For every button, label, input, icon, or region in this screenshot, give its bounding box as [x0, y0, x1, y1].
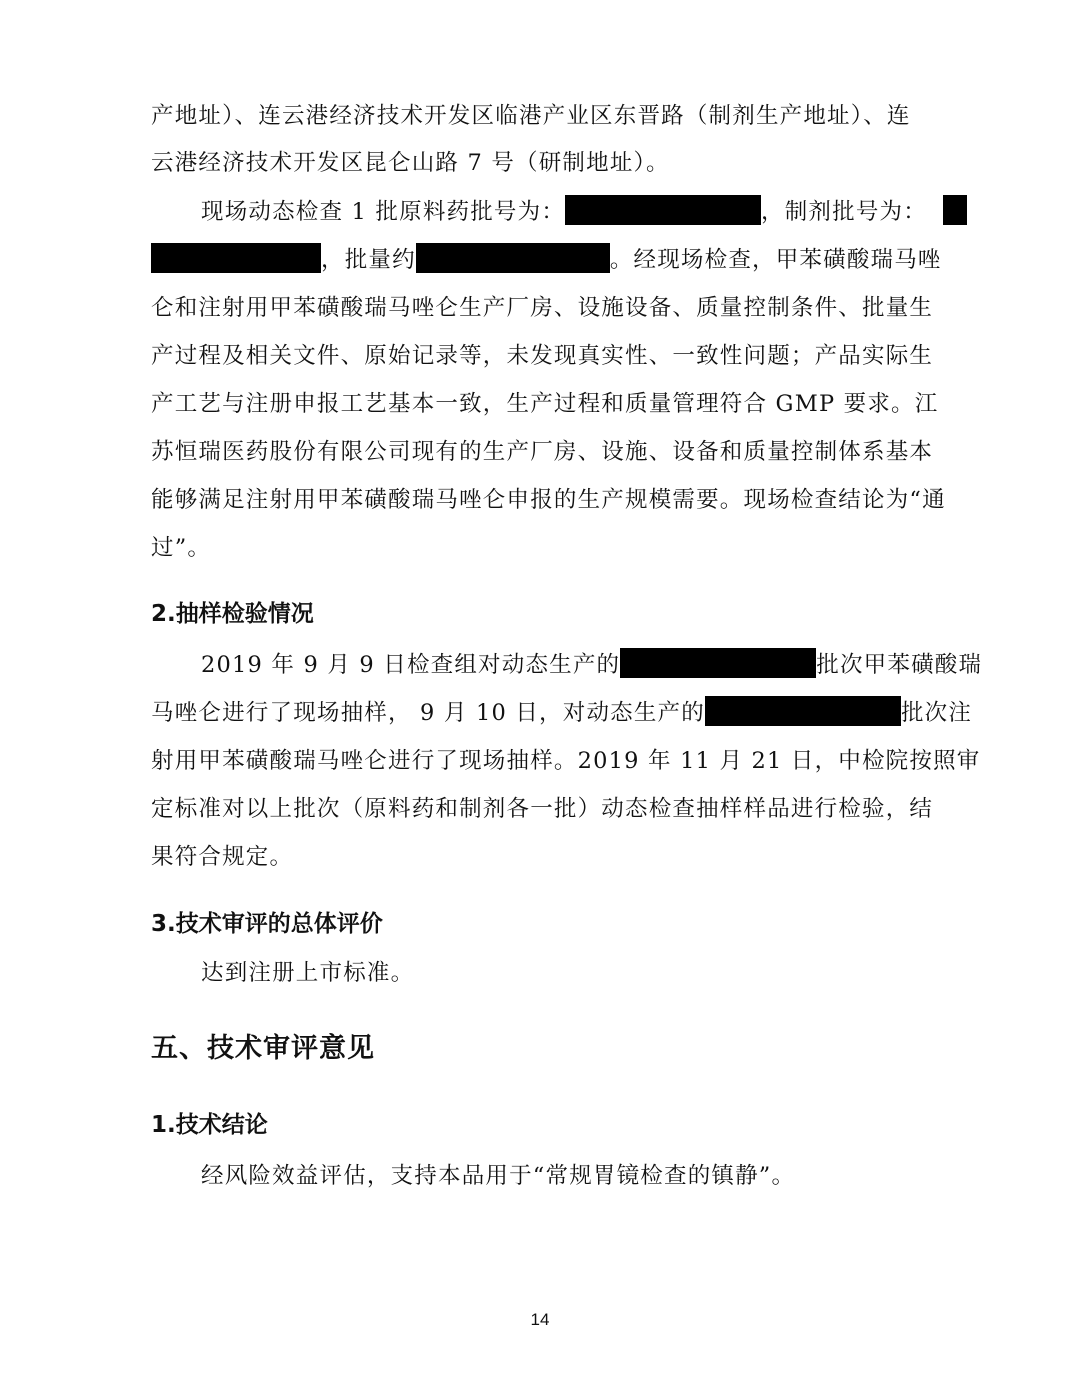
redaction-block: [620, 648, 816, 678]
text-span: 。经现场检查，甲苯磺酸瑞马唑: [609, 247, 942, 273]
body-text-line: 苏恒瑞医药股份有限公司现有的生产厂房、设施、设备和质量控制体系基本: [151, 439, 934, 465]
body-text-line: [201, 192, 967, 232]
redaction-block: [705, 696, 901, 726]
redaction-block: [565, 195, 761, 225]
text-span: ，制剂批号为：: [761, 199, 927, 225]
body-text-line: 达到注册上市标准。: [201, 960, 415, 986]
subsection-heading: 3.技术审评的总体评价: [151, 911, 383, 937]
redaction-block: [943, 195, 967, 225]
text-span: 现场动态检查 1 批原料药批号为：: [201, 199, 566, 225]
body-text-line: 产工艺与注册申报工艺基本一致，生产过程和质量管理符合 GMP 要求。江: [151, 391, 939, 417]
subsection-heading: 2.抽样检验情况: [151, 601, 314, 627]
body-text-line: 经风险效益评估，支持本品用于“常规胃镜检查的镇静”。: [201, 1163, 796, 1189]
subsection-heading: 1.技术结论: [151, 1112, 268, 1138]
redaction-block: [151, 243, 321, 273]
page-number: 14: [530, 1310, 550, 1329]
text-span: 批次注: [900, 700, 973, 726]
redaction-block: [416, 243, 610, 273]
text-span: ，批量约: [321, 247, 416, 273]
body-text-line: [151, 693, 972, 733]
body-text-line: [151, 240, 942, 280]
section-heading: 五、技术审评意见: [151, 1033, 375, 1064]
body-text-line: 射用甲苯磺酸瑞马唑仑进行了现场抽样。2019 年 11 月 21 日，中检院按照审: [151, 748, 981, 774]
text-span: 批次甲苯磺酸瑞: [816, 652, 983, 678]
body-text-line: 果符合规定。: [151, 844, 294, 870]
body-text-line: 仑和注射用甲苯磺酸瑞马唑仑生产厂房、设施设备、质量控制条件、批量生: [151, 295, 934, 321]
body-text-line: 定标准对以上批次（原料药和制剂各一批）动态检查抽样样品进行检验，结: [151, 796, 934, 822]
body-text-line: [201, 645, 982, 685]
body-text-line: 云港经济技术开发区昆仑山路 7 号（研制地址）。: [151, 150, 670, 176]
text-span: 2019 年 9 月 9 日检查组对动态生产的: [201, 652, 621, 678]
body-text-line: 能够满足注射用甲苯磺酸瑞马唑仑申报的生产规模需要。现场检查结论为“通: [151, 487, 946, 513]
body-text-line: 过”。: [151, 535, 212, 561]
body-text-line: 产过程及相关文件、原始记录等，未发现真实性、一致性问题；产品实际生: [151, 343, 934, 369]
text-span: 马唑仑进行了现场抽样， 9 月 10 日，对动态生产的: [151, 700, 705, 726]
body-text-line: 产地址）、连云港经济技术开发区临港产业区东晋路（制剂生产地址）、连: [151, 103, 911, 129]
